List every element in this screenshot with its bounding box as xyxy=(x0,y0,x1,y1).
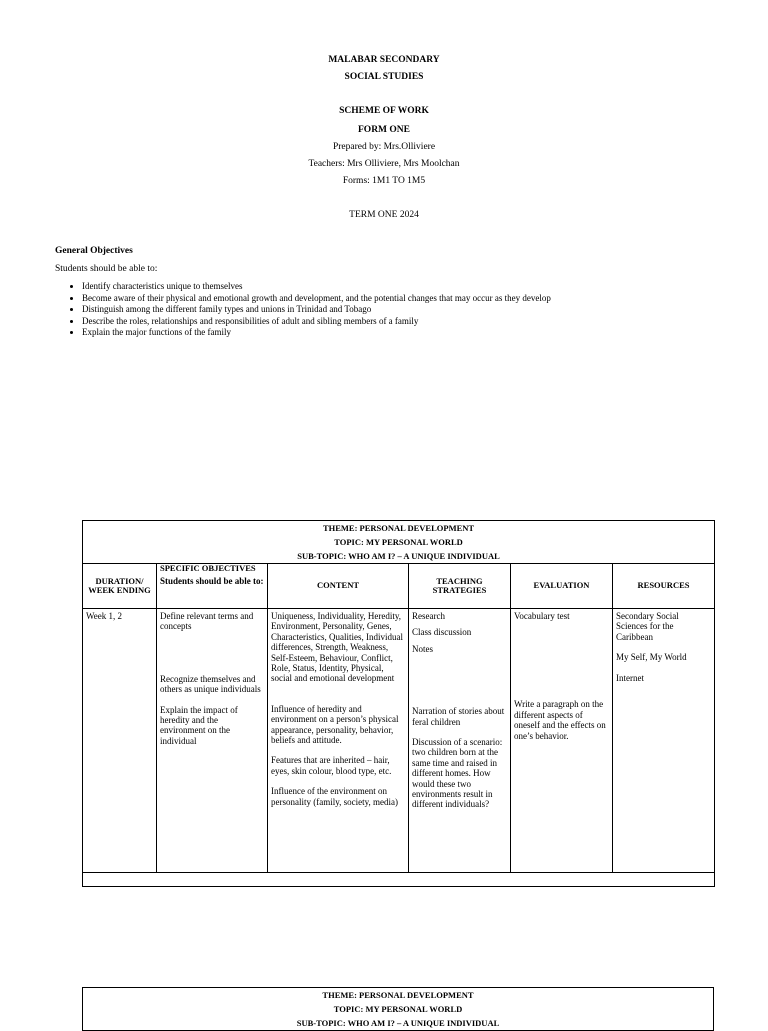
cell-content xyxy=(268,609,409,873)
cell-strategies xyxy=(409,609,511,873)
prepared-by: Prepared by: Mrs.Olliviere xyxy=(332,142,436,152)
theme-label: THEME: PERSONAL DEVELOPMENT xyxy=(322,523,475,533)
forms: Forms: 1M1 TO 1M5 xyxy=(342,176,426,186)
topic-label: TOPIC: MY PERSONAL WORLD xyxy=(334,537,463,547)
evaluation-text: Write a paragraph on the different aspects of oneself and the effects on one’s behavior. xyxy=(514,699,606,741)
cell-evaluation xyxy=(511,609,613,873)
objective-item: • Describe the roles, relationships and responsibilities of adult and sibling members of a family xyxy=(82,316,551,328)
resource-text: Internet xyxy=(616,672,644,683)
term: TERM ONE 2024 xyxy=(349,210,419,220)
cell-resources xyxy=(613,609,715,873)
strategy-text: Research xyxy=(412,611,445,621)
evaluation-text: Vocabulary test xyxy=(514,611,570,621)
objectives-heading: General Objectives xyxy=(55,246,133,256)
table-heading xyxy=(83,521,715,564)
table-row xyxy=(83,609,715,873)
table-row xyxy=(83,873,715,887)
cell-duration: Week 1, 2 xyxy=(83,609,157,873)
strategy-text: Notes xyxy=(412,643,433,654)
objective-text: Define relevant terms and concepts xyxy=(160,611,254,632)
content-text: Influence of the environment on personality (family, society, media) xyxy=(271,786,399,807)
teachers: Teachers: Mrs Olliviere, Mrs Moolchan xyxy=(308,159,460,169)
col-strategies: TEACHING STRATEGIES xyxy=(409,564,511,609)
objective-text: Recognize themselves and others as unique individuals xyxy=(160,673,261,695)
scheme-table-2 xyxy=(82,987,714,1031)
col-evaluation: EVALUATION xyxy=(511,564,613,609)
objective-item: • Identify characteristics unique to themselves xyxy=(82,281,551,293)
col-objectives: SPECIFIC OBJECTIVES Students should be able to: xyxy=(157,564,268,609)
objectives-col-sub: Students should be able to xyxy=(160,575,261,586)
school-name: MALABAR SECONDARY xyxy=(328,55,440,65)
objective-item: • Explain the major functions of the family xyxy=(82,327,551,339)
content-text: Features that are inherited – hair, eyes, skin colour, blood type, etc. xyxy=(271,755,392,776)
form-level: FORM ONE xyxy=(358,125,410,135)
subject-name: SOCIAL STUDIES xyxy=(344,72,424,82)
objectives-list xyxy=(55,281,551,339)
resource-text: My Self, My World xyxy=(616,652,687,663)
scheme-table xyxy=(82,520,715,887)
col-duration: DURATION/ WEEK ENDING xyxy=(83,564,157,609)
document-title: SCHEME OF WORK xyxy=(339,106,429,116)
col-content: CONTENT xyxy=(268,564,409,609)
content-text: Uniqueness, Individuality, Heredity, Environment, Personality, Genes, Characteristics, Qualities, Individual differences, Strength, Weakness, Self-Esteem, Behaviour, Conflict, Role, Status, Identity, Physical, social and emotional development xyxy=(271,611,403,684)
empty-row xyxy=(83,873,715,887)
objectives-col-label: SPECIFIC OBJECTIVES xyxy=(160,563,256,573)
table-heading xyxy=(83,988,714,1031)
content-text: Influence of heredity and environment on a person’s physical appearance, personality, behavior, beliefs and attitude. xyxy=(271,703,399,746)
topic-label: TOPIC: MY PERSONAL WORLD xyxy=(333,1004,463,1014)
col-resources: RESOURCES xyxy=(613,564,715,609)
strategy-text: Discussion of a scenario: two children born at the same time and raised in different homes. How would these two environments result in different individuals? xyxy=(412,737,503,810)
resource-text: Secondary Social Sciences for the Caribbean xyxy=(616,611,679,642)
theme-label: THEME: PERSONAL DEVELOPMENT xyxy=(322,990,474,1000)
strategy-text: Narration of stories about feral children xyxy=(412,706,505,727)
subtopic-label: SUB-TOPIC: WHO AM I? – A UNIQUE INDIVIDUAL xyxy=(296,1018,500,1028)
objective-text: Explain the impact of heredity and the environment on the individual xyxy=(160,704,238,746)
objectives-intro: Students should be able to: xyxy=(55,264,158,274)
cell-objectives xyxy=(157,609,268,873)
subtopic-label: SUB-TOPIC: WHO AM I? – A UNIQUE INDIVIDUAL xyxy=(297,551,500,561)
strategy-text: Class discussion xyxy=(412,627,472,638)
objective-item: • Become aware of their physical and emotional growth and development, and the potential changes that may occur as they develop xyxy=(82,293,551,305)
objective-item: • Distinguish among the different family types and unions in Trinidad and Tobago xyxy=(82,304,551,316)
